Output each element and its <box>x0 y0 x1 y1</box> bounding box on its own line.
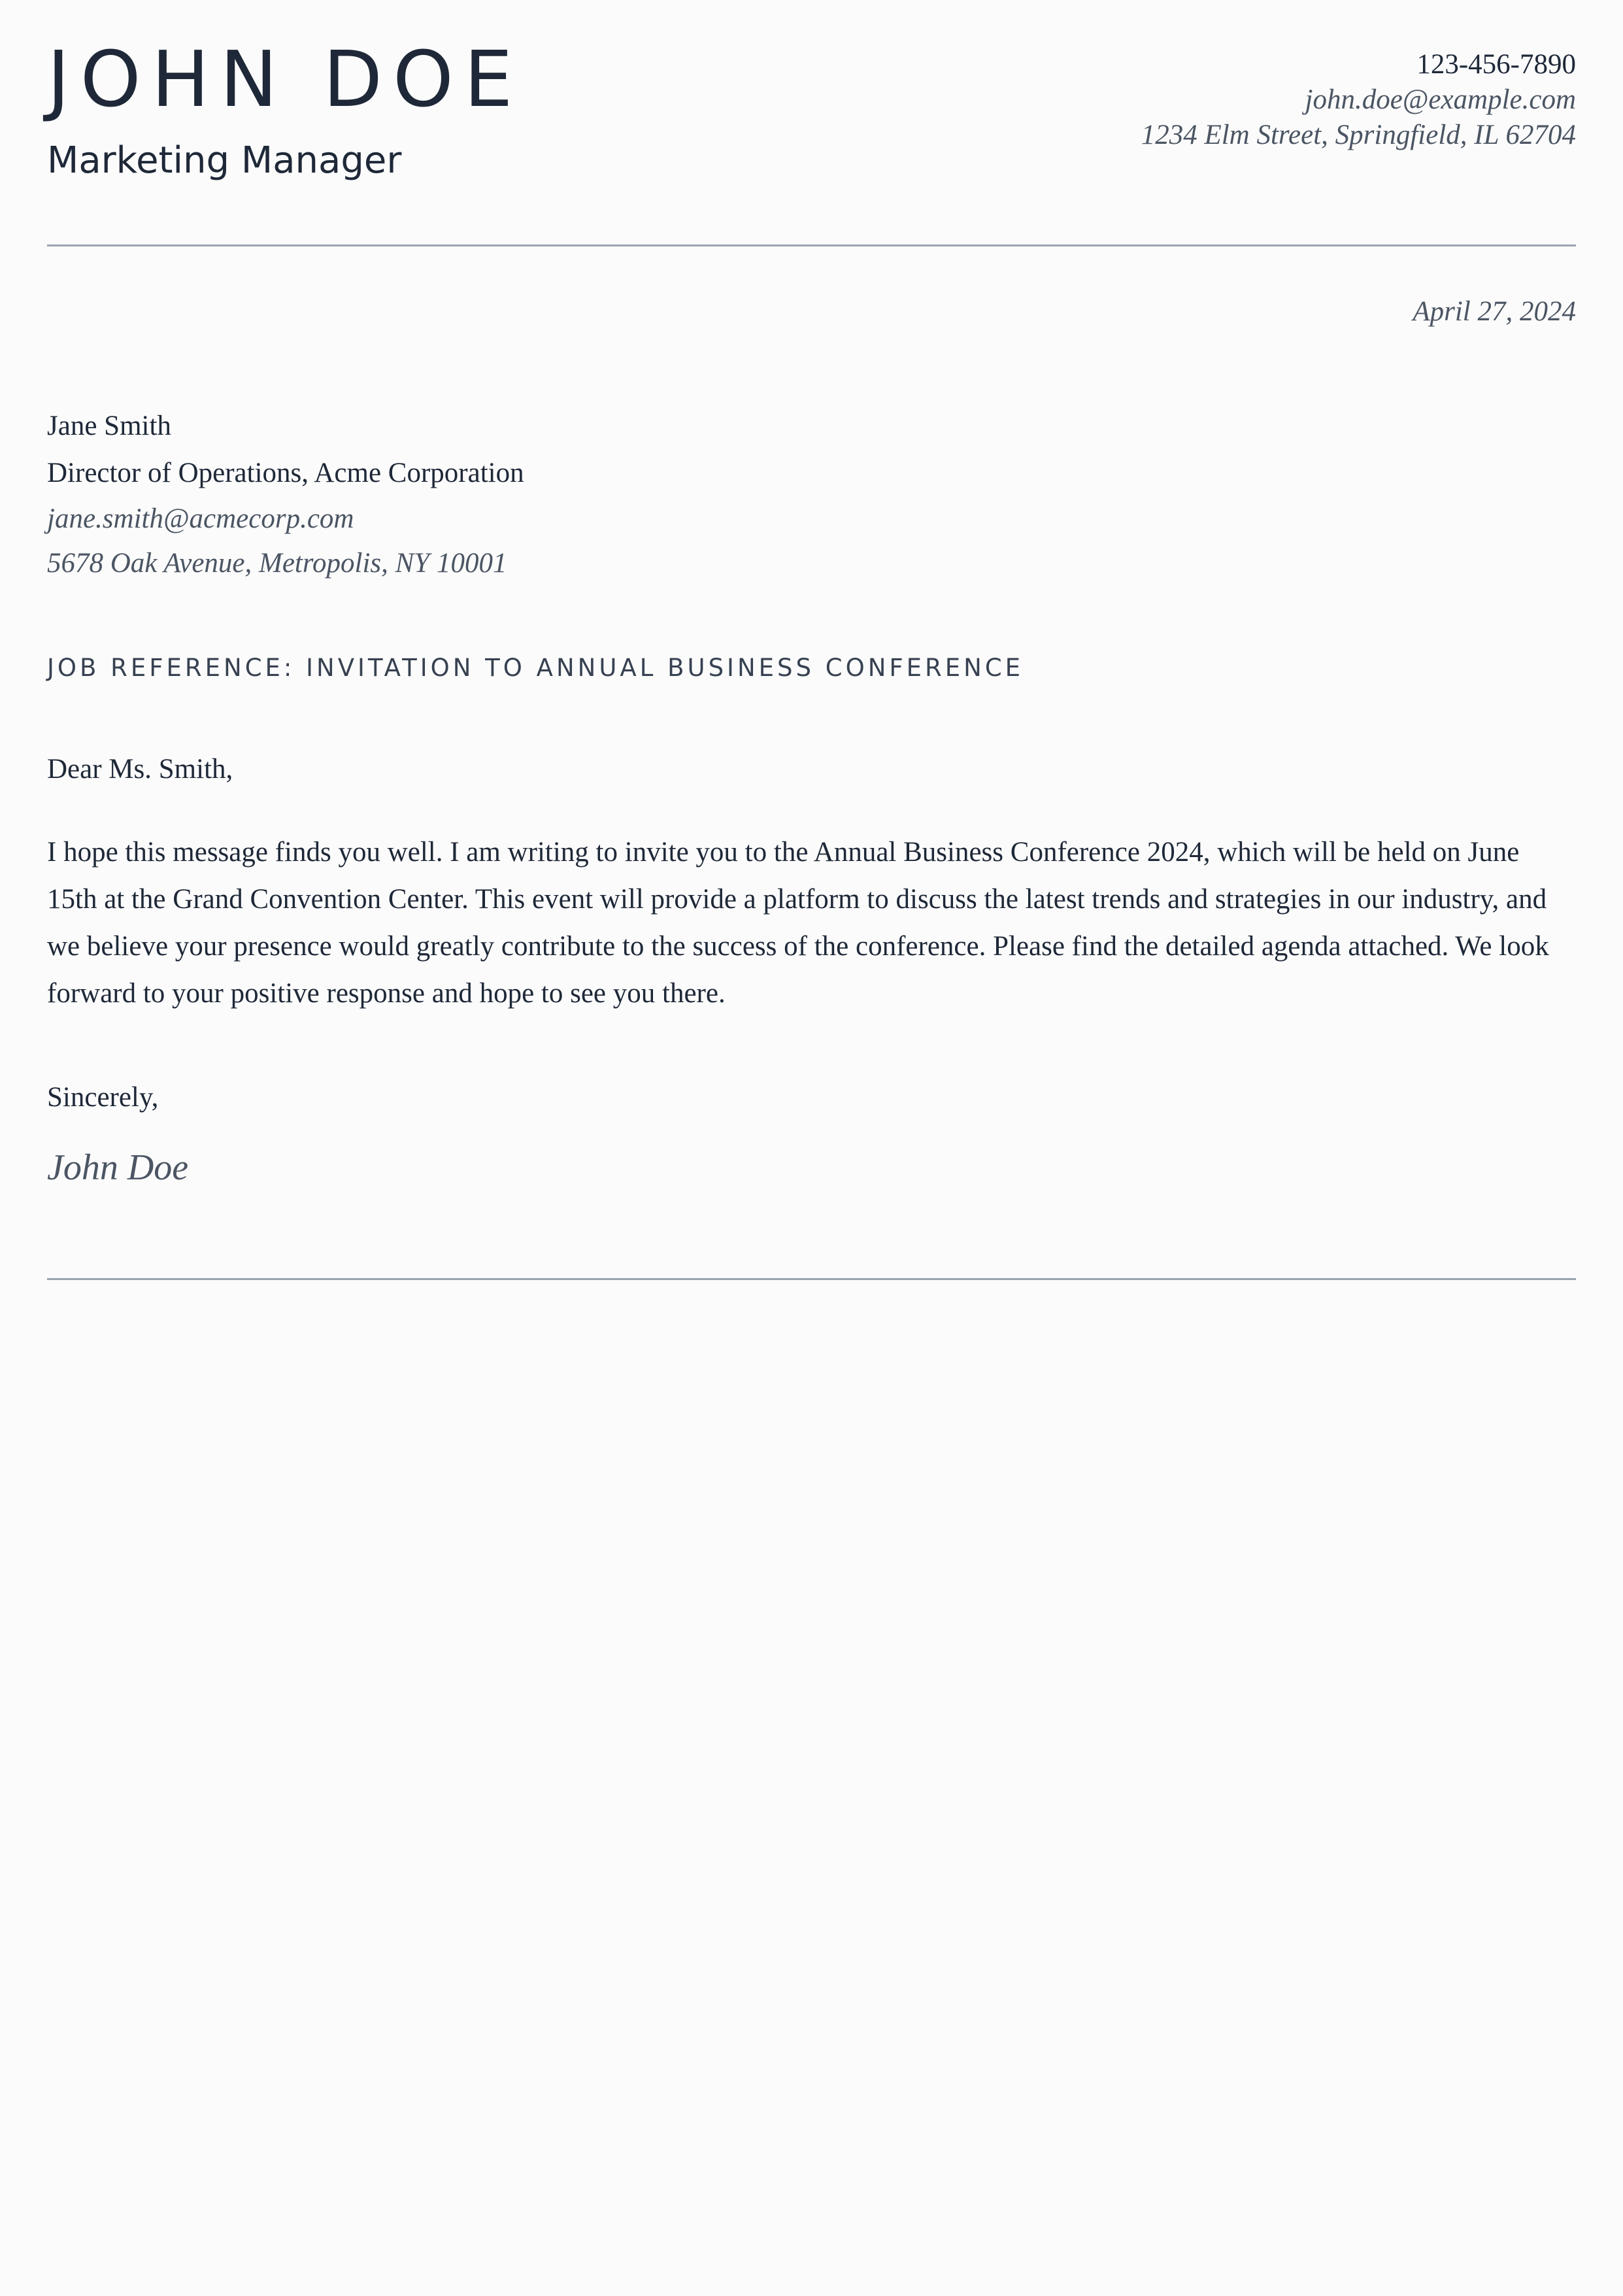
closing: Sincerely, <box>47 1082 159 1113</box>
sender-title: Marketing Manager <box>47 139 402 182</box>
job-reference: JOB REFERENCE: INVITATION TO ANNUAL BUSINESS CONFERENCE <box>47 654 1024 682</box>
letter-header <box>47 0 1576 246</box>
salutation: Dear Ms. Smith, <box>47 754 233 785</box>
header-divider <box>47 245 1576 246</box>
letter-page <box>47 0 1576 1188</box>
sender-contact <box>1141 47 1576 153</box>
sender-name: JOHN DOE <box>47 34 524 124</box>
letter-date: April 27, 2024 <box>1413 296 1576 327</box>
recipient-address: 5678 Oak Avenue, Metropolis, NY 10001 <box>47 548 507 579</box>
sender-phone: 123-456-7890 <box>1416 49 1576 80</box>
recipient-role: Director of Operations, Acme Corporation <box>47 458 524 488</box>
signature: John Doe <box>47 1147 189 1188</box>
sender-address: 1234 Elm Street, Springfield, IL 62704 <box>1141 120 1576 150</box>
recipient-email: jane.smith@acmecorp.com <box>47 503 354 534</box>
sender-email: john.doe@example.com <box>1305 84 1576 115</box>
recipient-name: Jane Smith <box>47 411 171 441</box>
letter-body: I hope this message finds you well. I am writing to invite you to the Annual Business Conference 2024, which will be held on June 15th at the Grand Convention Center. This event will provide a platform to discuss the latest trends and strategies in our industry, and we believe your presence would greatly contribute to the success of the conference. Please find the detailed agenda attached. We look forward to your positive response and hope to see you there. <box>47 837 1549 1009</box>
recipient-block <box>47 403 524 586</box>
footer-divider <box>47 1278 1576 1280</box>
